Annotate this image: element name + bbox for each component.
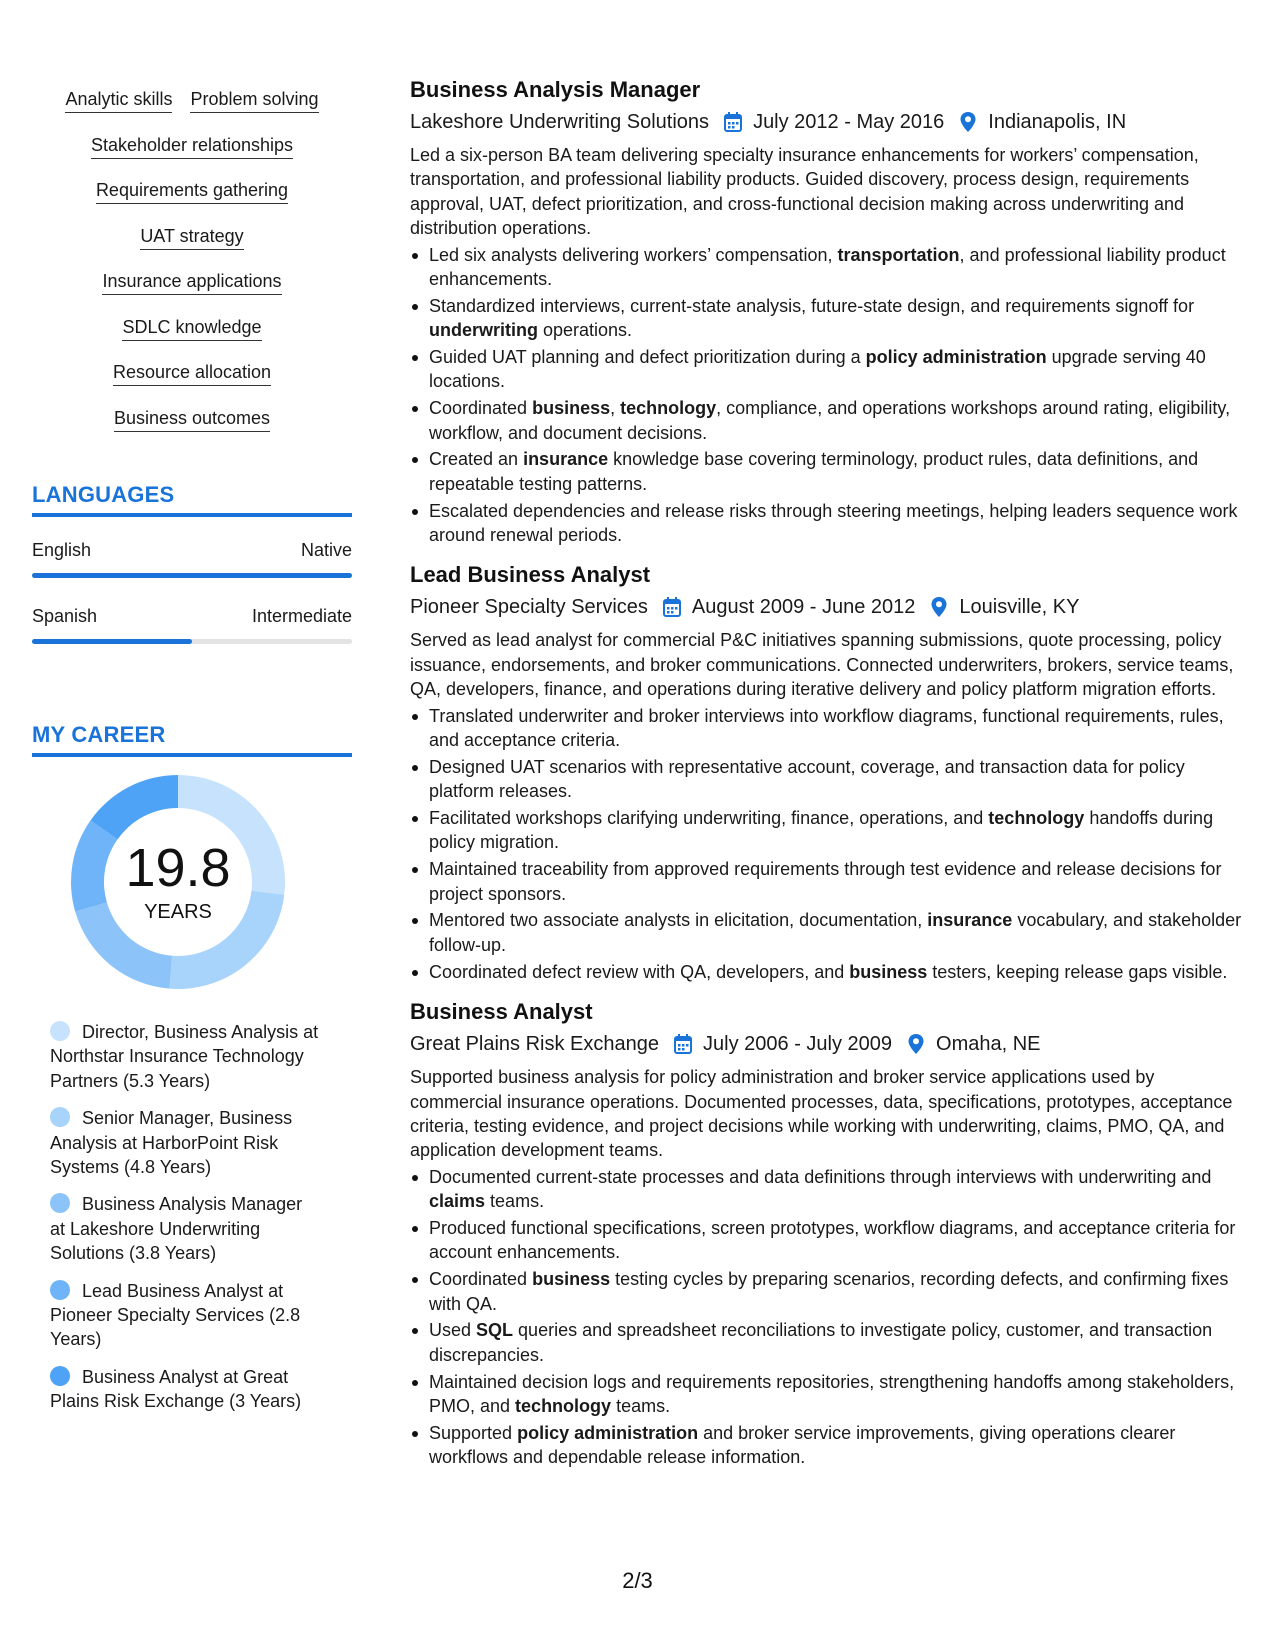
- language-item: [32, 517, 352, 583]
- career-rule: [32, 753, 352, 757]
- languages-list: [32, 517, 352, 649]
- skill-row: [32, 308, 352, 354]
- job-bullet: [410, 1318, 1245, 1367]
- job-dates: August 2009 - June 2012: [691, 596, 916, 619]
- bullet-text: queries and spreadsheet reconciliations to investigate policy, customer, and transaction discrepancies.: [429, 1320, 1213, 1365]
- career-legend-text: Business Analysis Manager at Lakeshore Underwriting Solutions (3.8 Years): [50, 1194, 303, 1264]
- job-bullets: [410, 1165, 1245, 1470]
- bullet-text: Used: [429, 1320, 477, 1341]
- job-bullet: [410, 908, 1245, 957]
- career-section: [32, 722, 352, 1412]
- calendar-icon: [662, 596, 682, 618]
- bullet-text: Guided UAT planning and defect prioritization during a: [429, 347, 866, 368]
- skill-tag: UAT strategy: [140, 217, 243, 250]
- job-summary: Served as lead analyst for commercial P&C initiatives spanning submissions, quote processing, policy issuance, endorsements, and broker communications. Connected underwriters, brokers, service teams, QA, developers, finance, and operations during iterative delivery and policy platform migration efforts.: [410, 630, 1234, 700]
- bullet-keyword: underwriting: [429, 320, 538, 341]
- bullet-text: operations.: [538, 320, 633, 341]
- job-bullet: [410, 1370, 1245, 1419]
- skill-tag: Stakeholder relationships: [91, 126, 293, 159]
- language-level: Native: [300, 540, 352, 560]
- bullet-text: knowledge base covering terminology, product rules, data definitions, and repeatable testing patterns.: [429, 449, 1199, 494]
- location-pin-icon: [906, 1033, 926, 1055]
- job-meta: [410, 107, 1245, 137]
- career-legend-item: [50, 1106, 320, 1179]
- language-row: [32, 517, 352, 561]
- job-bullet: [410, 755, 1245, 804]
- language-name: Spanish: [32, 606, 98, 626]
- job-entry: [410, 561, 1245, 984]
- bullet-text: Produced functional specifications, screen prototypes, workflow diagrams, and acceptance criteria for account enhancements.: [429, 1217, 1236, 1263]
- job-bullet: [410, 806, 1245, 855]
- career-legend: [50, 1020, 320, 1427]
- job-bullet: [410, 396, 1245, 445]
- career-legend-text: Senior Manager, Business Analysis at HarborPoint Risk Systems (4.8 Years): [50, 1108, 293, 1178]
- job-meta: [410, 1029, 1245, 1059]
- skill-row: [32, 399, 352, 445]
- bullet-text: Maintained traceability from approved requirements through test evidence and release decisions for project sponsors.: [429, 859, 1222, 904]
- donut-center: [64, 768, 292, 996]
- legend-dot-icon: [50, 1193, 70, 1213]
- bullet-keyword: business: [849, 961, 928, 982]
- skill-row: [32, 171, 352, 217]
- legend-dot-icon: [50, 1107, 70, 1127]
- job-bullet: [410, 1267, 1245, 1316]
- skill-tag: SDLC knowledge: [122, 308, 261, 341]
- career-legend-text: Director, Business Analysis at Northstar Insurance Technology Partners (5.3 Years): [50, 1022, 319, 1091]
- job-bullet: [410, 960, 1245, 984]
- career-legend-item: [50, 1192, 320, 1265]
- language-proficiency-fill: [32, 573, 352, 578]
- legend-dot-icon: [50, 1280, 70, 1300]
- bullet-text: Standardized interviews, current-state analysis, future-state design, and requirements signoff for: [429, 295, 1195, 316]
- skill-tag: Resource allocation: [113, 353, 271, 386]
- language-proficiency-bar: [32, 573, 352, 578]
- bullet-text: Mentored two associate analysts in elicitation, documentation,: [429, 910, 928, 931]
- job-bullet: [410, 294, 1245, 343]
- skill-tag: Business outcomes: [114, 399, 270, 432]
- skill-row: [32, 353, 352, 399]
- skill-row: [32, 80, 352, 126]
- bullet-text: Escalated dependencies and release risks through steering meetings, helping leaders sequence work around renewal periods.: [429, 500, 1238, 546]
- skill-tag: Analytic skills: [65, 80, 172, 113]
- career-title: MY CAREER: [32, 722, 166, 747]
- job-location: Indianapolis, IN: [988, 111, 1127, 133]
- legend-dot-icon: [50, 1366, 70, 1386]
- bullet-keyword: technology: [988, 808, 1085, 829]
- bullet-text: testing cycles by preparing scenarios, recording defects, and confirming fixes with QA.: [429, 1269, 1229, 1314]
- bullet-text: teams.: [485, 1191, 545, 1212]
- job-bullet: [410, 704, 1245, 753]
- language-name: English: [32, 540, 92, 560]
- bullet-keyword: policy administration: [865, 347, 1047, 368]
- job-title: Lead Business Analyst: [410, 562, 651, 588]
- bullet-text: Translated underwriter and broker interviews into workflow diagrams, functional requirements, rules, and acceptance criteria.: [429, 705, 1224, 751]
- skill-row: [32, 262, 352, 308]
- bullet-text: Facilitated workshops clarifying underwriting, finance, operations, and: [429, 808, 989, 829]
- skill-row: [32, 126, 352, 172]
- job-location: Louisville, KY: [959, 596, 1080, 619]
- bullet-keyword: policy administration: [517, 1422, 699, 1443]
- bullet-text: vocabulary, and stakeholder follow-up.: [429, 910, 1242, 955]
- career-total-unit: YEARS: [144, 901, 212, 923]
- career-legend-item: [50, 1279, 320, 1352]
- job-title: Business Analyst: [410, 999, 593, 1025]
- job-bullet: [410, 243, 1245, 292]
- job-bullet: [410, 345, 1245, 394]
- job-bullet: [410, 857, 1245, 906]
- left-column: [32, 80, 352, 1412]
- job-summary: Led a six-person BA team delivering specialty insurance enhancements for workers’ compensation, transportation, and professional liability products. Guided discovery, process design, requirements approval, UAT, defect prioritization, and cross-functional decision making across underwriting and distribution operations.: [410, 145, 1199, 239]
- bullet-keyword: business: [532, 1269, 611, 1290]
- bullet-keyword: SQL: [476, 1320, 514, 1341]
- language-level: Intermediate: [251, 606, 352, 626]
- career-legend-item: [50, 1020, 320, 1093]
- skill-row: [32, 217, 352, 263]
- career-legend-item: [50, 1365, 320, 1414]
- bullet-keyword: business: [532, 398, 611, 419]
- job-company: Great Plains Risk Exchange: [410, 1033, 660, 1056]
- languages-section: [32, 482, 352, 649]
- skill-tag: Insurance applications: [102, 262, 281, 295]
- career-donut-chart: [64, 768, 292, 996]
- language-proficiency-fill: [32, 639, 192, 644]
- job-summary: Supported business analysis for policy administration and broker service applications used by commercial insurance operations. Documented processes, data, specifications, prototypes, acceptance criteria, testing evidence, and project decisions while working with underwriting, claims, PMO, QA, and application development teams.: [410, 1067, 1233, 1161]
- bullet-text: Designed UAT scenarios with representative account, coverage, and transaction data for policy platform releases.: [429, 756, 1185, 802]
- career-legend-text: Lead Business Analyst at Pioneer Specialty Services (2.8 Years): [50, 1280, 301, 1350]
- job-entry: [410, 998, 1245, 1469]
- job-bullets: [410, 243, 1245, 548]
- bullet-text: teams.: [611, 1395, 671, 1416]
- language-proficiency-bar: [32, 639, 352, 644]
- job-bullet: [410, 499, 1245, 548]
- job-bullet: [410, 447, 1245, 496]
- job-bullet: [410, 1165, 1245, 1214]
- bullet-text: Coordinated: [429, 398, 533, 419]
- bullet-text: Led six analysts delivering workers’ compensation,: [429, 244, 838, 265]
- job-title: Business Analysis Manager: [410, 77, 701, 102]
- job-meta: [410, 592, 1245, 622]
- bullet-text: ,: [610, 398, 621, 419]
- bullet-text: handoffs during policy migration.: [429, 808, 1214, 853]
- job-dates: July 2006 - July 2009: [703, 1033, 893, 1056]
- bullet-text: Coordinated defect review with QA, developers, and: [429, 961, 850, 982]
- legend-dot-icon: [50, 1021, 70, 1041]
- job-entry: [410, 76, 1245, 547]
- languages-title: LANGUAGES: [32, 482, 175, 507]
- job-bullet: [410, 1421, 1245, 1470]
- career-legend-text: Business Analyst at Great Plains Risk Exchange (3 Years): [50, 1366, 302, 1412]
- bullet-text: Documented current-state processes and data definitions through interviews with underwriting and: [429, 1166, 1212, 1187]
- language-item: [32, 583, 352, 649]
- bullet-text: Coordinated: [429, 1269, 533, 1290]
- bullet-text: Created an: [429, 449, 524, 470]
- job-location: Omaha, NE: [936, 1033, 1041, 1056]
- bullet-text: upgrade serving 40 locations.: [429, 347, 1206, 392]
- bullet-keyword: technology: [620, 398, 717, 419]
- bullet-text: , compliance, and operations workshops around rating, eligibility, workflow, and document decisions.: [429, 398, 1231, 443]
- skills-list: [32, 80, 352, 444]
- job-company: Lakeshore Underwriting Solutions: [410, 111, 710, 133]
- location-pin-icon: [929, 596, 949, 618]
- bullet-keyword: technology: [515, 1395, 612, 1416]
- calendar-icon: [673, 1033, 693, 1055]
- skill-tag: Requirements gathering: [96, 171, 288, 204]
- career-total-years: 19.8: [125, 838, 231, 898]
- bullet-keyword: claims: [429, 1191, 486, 1212]
- job-company: Pioneer Specialty Services: [410, 596, 648, 619]
- experience-column: [410, 76, 1245, 1484]
- bullet-text: testers, keeping release gaps visible.: [927, 961, 1228, 982]
- bullet-text: and broker service improvements, giving operations clearer workflows and dependable release information.: [429, 1422, 1176, 1468]
- skill-tag: Problem solving: [190, 80, 318, 113]
- calendar-icon: [723, 111, 743, 133]
- job-bullets: [410, 704, 1245, 984]
- bullet-text: , and professional liability product enhancements.: [429, 244, 1226, 290]
- bullet-keyword: transportation: [837, 244, 960, 265]
- bullet-keyword: insurance: [523, 449, 609, 470]
- job-bullet: [410, 1216, 1245, 1265]
- page-number: 2/3: [622, 1568, 653, 1593]
- job-dates: July 2012 - May 2016: [753, 111, 945, 133]
- location-pin-icon: [958, 111, 978, 133]
- bullet-keyword: insurance: [927, 910, 1013, 931]
- language-row: [32, 583, 352, 627]
- bullet-text: Maintained decision logs and requirements repositories, strengthening handoffs among stakeholders, PMO, and: [429, 1371, 1235, 1416]
- bullet-text: Supported: [429, 1422, 518, 1443]
